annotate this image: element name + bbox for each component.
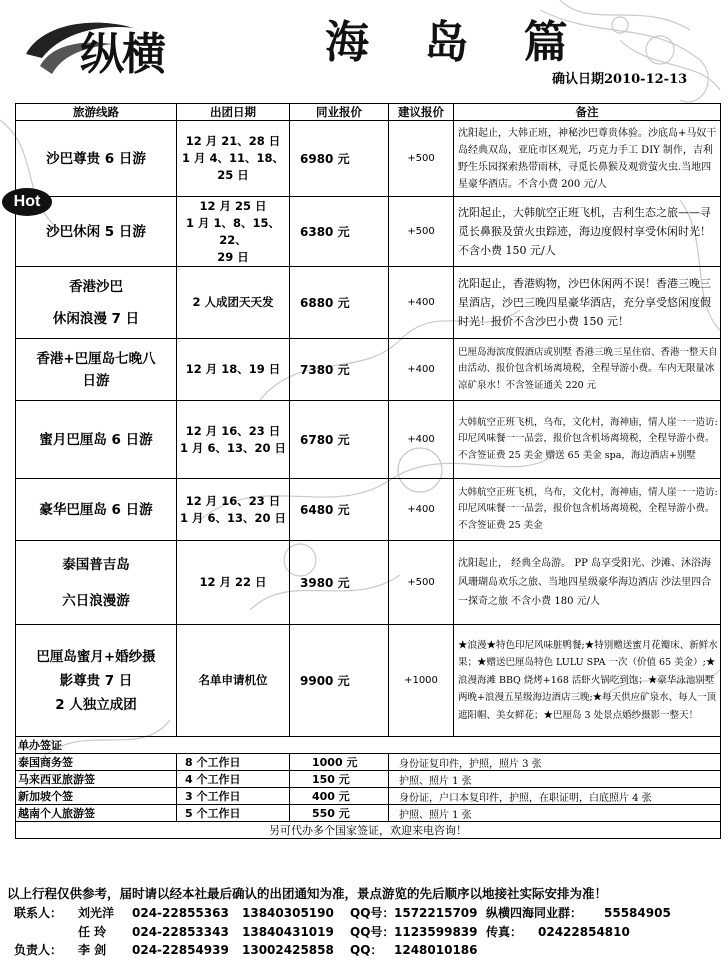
contact-fax-label: 传真： — [486, 924, 523, 939]
contact-qq: 1248010186 — [394, 943, 478, 957]
date-cell: 名单申请机位 — [177, 625, 290, 737]
suggest-price-cell: +400 — [389, 339, 454, 401]
col-date: 出团日期 — [177, 104, 290, 121]
suggest-price-cell: +500 — [389, 541, 454, 625]
notes-cell: 巴厘岛海滨度假酒店或别墅 香港三晚三星住宿、香港一整天自由活动、报价包含机场离境税，全程导游小费。车内无限量冰凉矿泉水！不含签证通关 220 元 — [454, 339, 721, 401]
visa-row — [16, 754, 721, 771]
date-cell: 12 月 18、19 日 — [177, 339, 290, 401]
contact-mobile: 13840431019 — [242, 924, 334, 939]
contact-mobile: 13840305190 — [242, 906, 334, 920]
table-row — [16, 121, 721, 197]
visa-price: 150 元 — [290, 771, 389, 788]
peer-price-cell: 3980 元 — [290, 541, 389, 625]
notes-cell: 大韩航空正班飞机，乌布，文化村，海神庙，情人崖一一造访:印尼风味餐一一品尝，报价包含机场离境税，全程导游小费。不含签证费 25 美金 赠送 65 美金 spa，海边酒店+别墅 — [454, 401, 721, 479]
peer-price-cell: 9900 元 — [290, 625, 389, 737]
date-cell: 12 月 22 日 — [177, 541, 290, 625]
visa-heading: 单办签证 — [16, 737, 721, 754]
visa-name: 马来西亚旅游签 — [16, 771, 177, 788]
notes-cell: 沈阳起止，香港购物，沙巴休闲两不误！香港三晚三星酒店，沙巴三晚四星豪华酒店，充分享受悠闲度假时光！报价不含沙巴小费 150 元！ — [454, 267, 721, 339]
table-row — [16, 197, 721, 267]
visa-price: 400 元 — [290, 788, 389, 805]
col-peer-price: 同业报价 — [290, 104, 389, 121]
route-cell: 巴厘岛蜜月+婚纱摄 影尊贵 7 日 2 人独立成团 — [16, 625, 177, 737]
header — [0, 0, 728, 95]
date-cell: 12 月 16、23 日 1 月 6、13、20 日 — [177, 479, 290, 541]
route-cell: 香港+巴厘岛七晚八 日游 — [16, 339, 177, 401]
notes-cell: 大韩航空正班飞机，乌布，文化村，海神庙，情人崖一一造访:印尼风味餐一一品尝，报价包含机场离境税，全程导游小费。不含签证费 25 美金 — [454, 479, 721, 541]
contact-row — [14, 923, 671, 942]
contact-name: 任 玲 — [78, 924, 107, 939]
visa-name: 越南个人旅游签 — [16, 805, 177, 822]
col-route: 旅游线路 — [16, 104, 177, 121]
route-cell: 豪华巴厘岛 6 日游 — [16, 479, 177, 541]
table-header-row — [16, 104, 721, 121]
notes-cell: 沈阳起止，大韩正班，神秘沙巴尊贵体验。沙底岛+马奴干岛经典双岛，亚庇市区观光，巧克力手工 DIY 制作，吉利野生乐园探索热带雨林，寻觅长鼻猴及观赏萤火虫.当地四星豪华酒店。不含小费 200 元/人 — [454, 121, 721, 197]
table-row — [16, 625, 721, 737]
peer-price-cell: 6780 元 — [290, 401, 389, 479]
table-row — [16, 401, 721, 479]
contact-fax: 02422854810 — [538, 924, 630, 939]
visa-docs: 身份证，户口本复印件，护照，在职证明，白底照片 4 张 — [389, 788, 721, 805]
contact-qq-label: QQ号： — [350, 924, 395, 939]
col-suggest-price: 建议报价 — [389, 104, 454, 121]
route-cell: 沙巴休闲 5 日游 — [16, 197, 177, 267]
contact-label: 联系人： — [14, 906, 63, 920]
route-cell: 沙巴尊贵 6 日游 — [16, 121, 177, 197]
table-row — [16, 479, 721, 541]
visa-row — [16, 788, 721, 805]
page-title: 海 岛 篇 — [325, 17, 588, 68]
contact-phone: 024-22853343 — [132, 924, 229, 939]
contact-qq: 1123599839 — [394, 924, 478, 939]
visa-docs: 护照、照片 1 张 — [389, 771, 721, 788]
peer-price-cell: 6880 元 — [290, 267, 389, 339]
visa-docs: 身份证复印件，护照，照片 3 张 — [389, 754, 721, 771]
visa-price: 1000 元 — [290, 754, 389, 771]
contact-group-label: 纵横四海同业群： — [486, 906, 583, 920]
route-cell: 泰国普吉岛 六日浪漫游 — [16, 541, 177, 625]
table-row — [16, 541, 721, 625]
suggest-price-cell: +1000 — [389, 625, 454, 737]
contact-mobile: 13002425858 — [242, 943, 334, 957]
contact-name: 刘光洋 — [78, 906, 115, 920]
confirm-date: 确认日期2010-12-13 — [552, 72, 688, 87]
suggest-price-cell: +500 — [389, 121, 454, 197]
contact-label: 负责人： — [14, 943, 63, 957]
table-row — [16, 339, 721, 401]
peer-price-cell: 6380 元 — [290, 197, 389, 267]
peer-price-cell: 7380 元 — [290, 339, 389, 401]
suggest-price-cell: +400 — [389, 479, 454, 541]
peer-price-cell: 6980 元 — [290, 121, 389, 197]
notes-cell: 沈阳起止， 经典全岛游。 PP 岛享受阳光、沙滩、沐浴海风珊瑚岛欢乐之旅、当地四星级豪华海边酒店 沙法里四合一探奇之旅 不含小费 180 元/人 — [454, 541, 721, 625]
hot-badge: Hot — [2, 188, 52, 216]
visa-time: 4 个工作日 — [177, 771, 290, 788]
contact-qq-label: QQ号： — [350, 906, 395, 920]
suggest-price-cell: +400 — [389, 267, 454, 339]
closing-note: 另可代办多个国家签证，欢迎来电咨询！ — [16, 822, 721, 839]
contact-qq: 1572215709 — [394, 906, 478, 920]
date-cell: 12 月 21、28 日 1 月 4、11、18、 25 日 — [177, 121, 290, 197]
notes-cell: ★浪漫★特色印尼风味脏鸭餐;★特别赠送蜜月花瓣床、新鲜水果；★赠送巴厘岛特色 LULU SPA 一次（价值 65 美金）;★浪漫海滩 BBQ 烧烤+168 活虾火锅吃到饱；★豪华泳池别墅两晚+浪漫五星级海边酒店三晚;★每天供应矿泉水、每人一顶遮阳帽、美女鲜花；★巴厘岛 3 处景点婚纱摄影一整天！ — [454, 625, 721, 737]
route-cell: 蜜月巴厘岛 6 日游 — [16, 401, 177, 479]
suggest-price-cell: +400 — [389, 401, 454, 479]
contact-group: 55584905 — [604, 906, 671, 920]
contact-phone: 024-22855363 — [132, 906, 229, 920]
contact-phone: 024-22854939 — [132, 943, 229, 957]
disclaimer: 以上行程仅供参考，届时请以经本社最后确认的出团通知为准，景点游览的先后顺序以地接社实际安排为准！ — [7, 886, 608, 901]
company-logo — [22, 14, 247, 86]
date-cell: 2 人成团天天发 — [177, 267, 290, 339]
visa-time: 5 个工作日 — [177, 805, 290, 822]
notes-cell: 沈阳起止，大韩航空正班飞机，吉利生态之旅——寻觅长鼻猴及萤火虫踪迹，海边度假村享受休闲时光！不含小费 150 元/人 — [454, 197, 721, 267]
contact-name: 李 剑 — [78, 943, 107, 957]
visa-heading-row — [16, 737, 721, 754]
contact-row — [14, 941, 671, 960]
peer-price-cell: 6480 元 — [290, 479, 389, 541]
date-cell: 12 月 25 日 1 月 1、8、15、22、 29 日 — [177, 197, 290, 267]
col-notes: 备注 — [454, 104, 721, 121]
tour-table — [15, 103, 721, 839]
visa-docs: 护照、照片 1 张 — [389, 805, 721, 822]
table-row — [16, 267, 721, 339]
visa-row — [16, 805, 721, 822]
suggest-price-cell: +500 — [389, 197, 454, 267]
visa-time: 3 个工作日 — [177, 788, 290, 805]
visa-name: 新加坡个签 — [16, 788, 177, 805]
logo-text: 纵横 — [80, 29, 164, 80]
route-cell: 香港沙巴 休闲浪漫 7 日 — [16, 267, 177, 339]
contacts — [14, 904, 671, 960]
closing-row — [16, 822, 721, 839]
visa-row — [16, 771, 721, 788]
contact-row — [14, 904, 671, 923]
visa-name: 泰国商务签 — [16, 754, 177, 771]
contact-qq-label: QQ： — [350, 943, 383, 957]
date-cell: 12 月 16、23 日 1 月 6、13、20 日 — [177, 401, 290, 479]
visa-price: 550 元 — [290, 805, 389, 822]
visa-time: 8 个工作日 — [177, 754, 290, 771]
